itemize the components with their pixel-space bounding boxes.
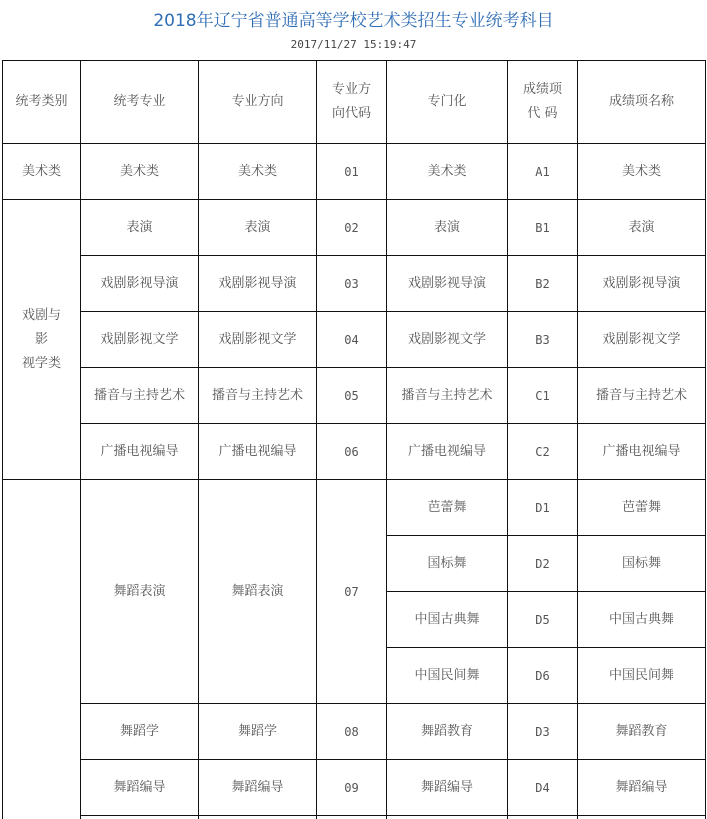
cell-major: 戏剧影视导演 [81,256,199,312]
cell-score-code: B1 [508,200,578,256]
cell-specialization: 广播电视编导 [387,424,508,480]
header-direction-code [317,61,387,144]
cell-score-code: A1 [508,144,578,200]
cell-direction-code: 07 [317,480,387,704]
table-row [3,480,706,536]
cell-score-code: D6 [508,648,578,704]
cell-specialization: 美术类 [387,144,508,200]
cell-specialization: 舞蹈教育 [387,704,508,760]
cell-score-code: B3 [508,312,578,368]
cell-direction: 舞蹈编导 [199,760,317,816]
cell-specialization: 中国古典舞 [387,592,508,648]
cell-specialization: 戏剧影视文学 [387,312,508,368]
table-row [3,424,706,480]
cell-direction-code: 05 [317,368,387,424]
cell-specialization: 表演 [387,200,508,256]
cell-score-name: 中国民间舞 [578,648,706,704]
cell-specialization: 舞蹈编导 [387,760,508,816]
cell-score-code: C2 [508,424,578,480]
cell-direction: 表演 [199,200,317,256]
cell-score-code: D3 [508,704,578,760]
cell-major: 戏剧影视文学 [81,312,199,368]
cell-major [81,816,199,819]
cell-direction: 播音与主持艺术 [199,368,317,424]
category-line2: 视学类 [21,355,61,371]
cell-category: 美术类 [3,144,81,200]
cell-category [3,200,81,480]
cell-direction: 戏剧影视文学 [199,312,317,368]
cell-direction: 美术类 [199,144,317,200]
cell-major: 舞蹈学 [81,704,199,760]
cell-score-name: 舞蹈编导 [578,760,706,816]
cell-direction-code: 01 [317,144,387,200]
cell-score-code [508,816,578,819]
cell-score-name: 广播电视编导 [578,424,706,480]
header-direction: 专业方向 [199,61,317,144]
cell-specialization: 中国民间舞 [387,648,508,704]
cell-score-name: 播音与主持艺术 [578,368,706,424]
cell-score-code: B2 [508,256,578,312]
cell-direction-code: 08 [317,704,387,760]
table-row [3,704,706,760]
cell-direction-code: 03 [317,256,387,312]
cell-major: 舞蹈表演 [81,480,199,704]
cell-major: 美术类 [81,144,199,200]
publish-timestamp: 2017/11/27 15:19:47 [290,38,417,51]
header-score-code-line1: 成绩项 [522,82,562,97]
table-row [3,200,706,256]
header-score-name: 成绩项名称 [578,61,706,144]
exam-subjects-table [2,60,706,819]
header-category: 统考类别 [3,61,81,144]
cell-score-code: D5 [508,592,578,648]
header-direction-code-line1: 专业方 [331,82,371,97]
cell-score-code: D1 [508,480,578,536]
cell-score-name: 表演 [578,200,706,256]
header-score-code-line2: 代 码 [527,106,558,121]
category-line1: 戏剧与影 [21,307,61,347]
cell-specialization: 芭蕾舞 [387,480,508,536]
cell-score-name [578,816,706,819]
header-major: 统考专业 [81,61,199,144]
cell-direction: 舞蹈表演 [199,480,317,704]
cell-specialization: 国标舞 [387,536,508,592]
cell-score-name: 舞蹈教育 [578,704,706,760]
cell-score-name: 戏剧影视文学 [578,312,706,368]
cell-direction-code [317,816,387,819]
table-row [3,312,706,368]
table-row [3,368,706,424]
cell-direction-code: 09 [317,760,387,816]
table-row [3,256,706,312]
cell-specialization: 戏剧影视导演 [387,256,508,312]
cell-score-code: D4 [508,760,578,816]
cell-score-name: 中国古典舞 [578,592,706,648]
header-score-code [508,61,578,144]
cell-major: 表演 [81,200,199,256]
page-title: 2018年辽宁省普通高等学校艺术类招生专业统考科目 [153,11,554,31]
cell-direction: 戏剧影视导演 [199,256,317,312]
table-row [3,144,706,200]
cell-specialization [387,816,508,819]
cell-score-name: 国标舞 [578,536,706,592]
table-row-partial [3,816,706,819]
cell-score-name: 戏剧影视导演 [578,256,706,312]
cell-category [3,480,81,819]
cell-specialization: 播音与主持艺术 [387,368,508,424]
cell-score-code: D2 [508,536,578,592]
cell-major: 播音与主持艺术 [81,368,199,424]
cell-score-name: 美术类 [578,144,706,200]
table-header-row [3,61,706,144]
cell-major: 舞蹈编导 [81,760,199,816]
cell-direction-code: 02 [317,200,387,256]
cell-major: 广播电视编导 [81,424,199,480]
cell-direction [199,816,317,819]
cell-direction: 舞蹈学 [199,704,317,760]
cell-score-code: C1 [508,368,578,424]
cell-direction-code: 04 [317,312,387,368]
cell-direction: 广播电视编导 [199,424,317,480]
header-direction-code-line2: 向代码 [331,106,371,121]
table-row [3,760,706,816]
cell-direction-code: 06 [317,424,387,480]
header-specialization: 专门化 [387,61,508,144]
cell-score-name: 芭蕾舞 [578,480,706,536]
